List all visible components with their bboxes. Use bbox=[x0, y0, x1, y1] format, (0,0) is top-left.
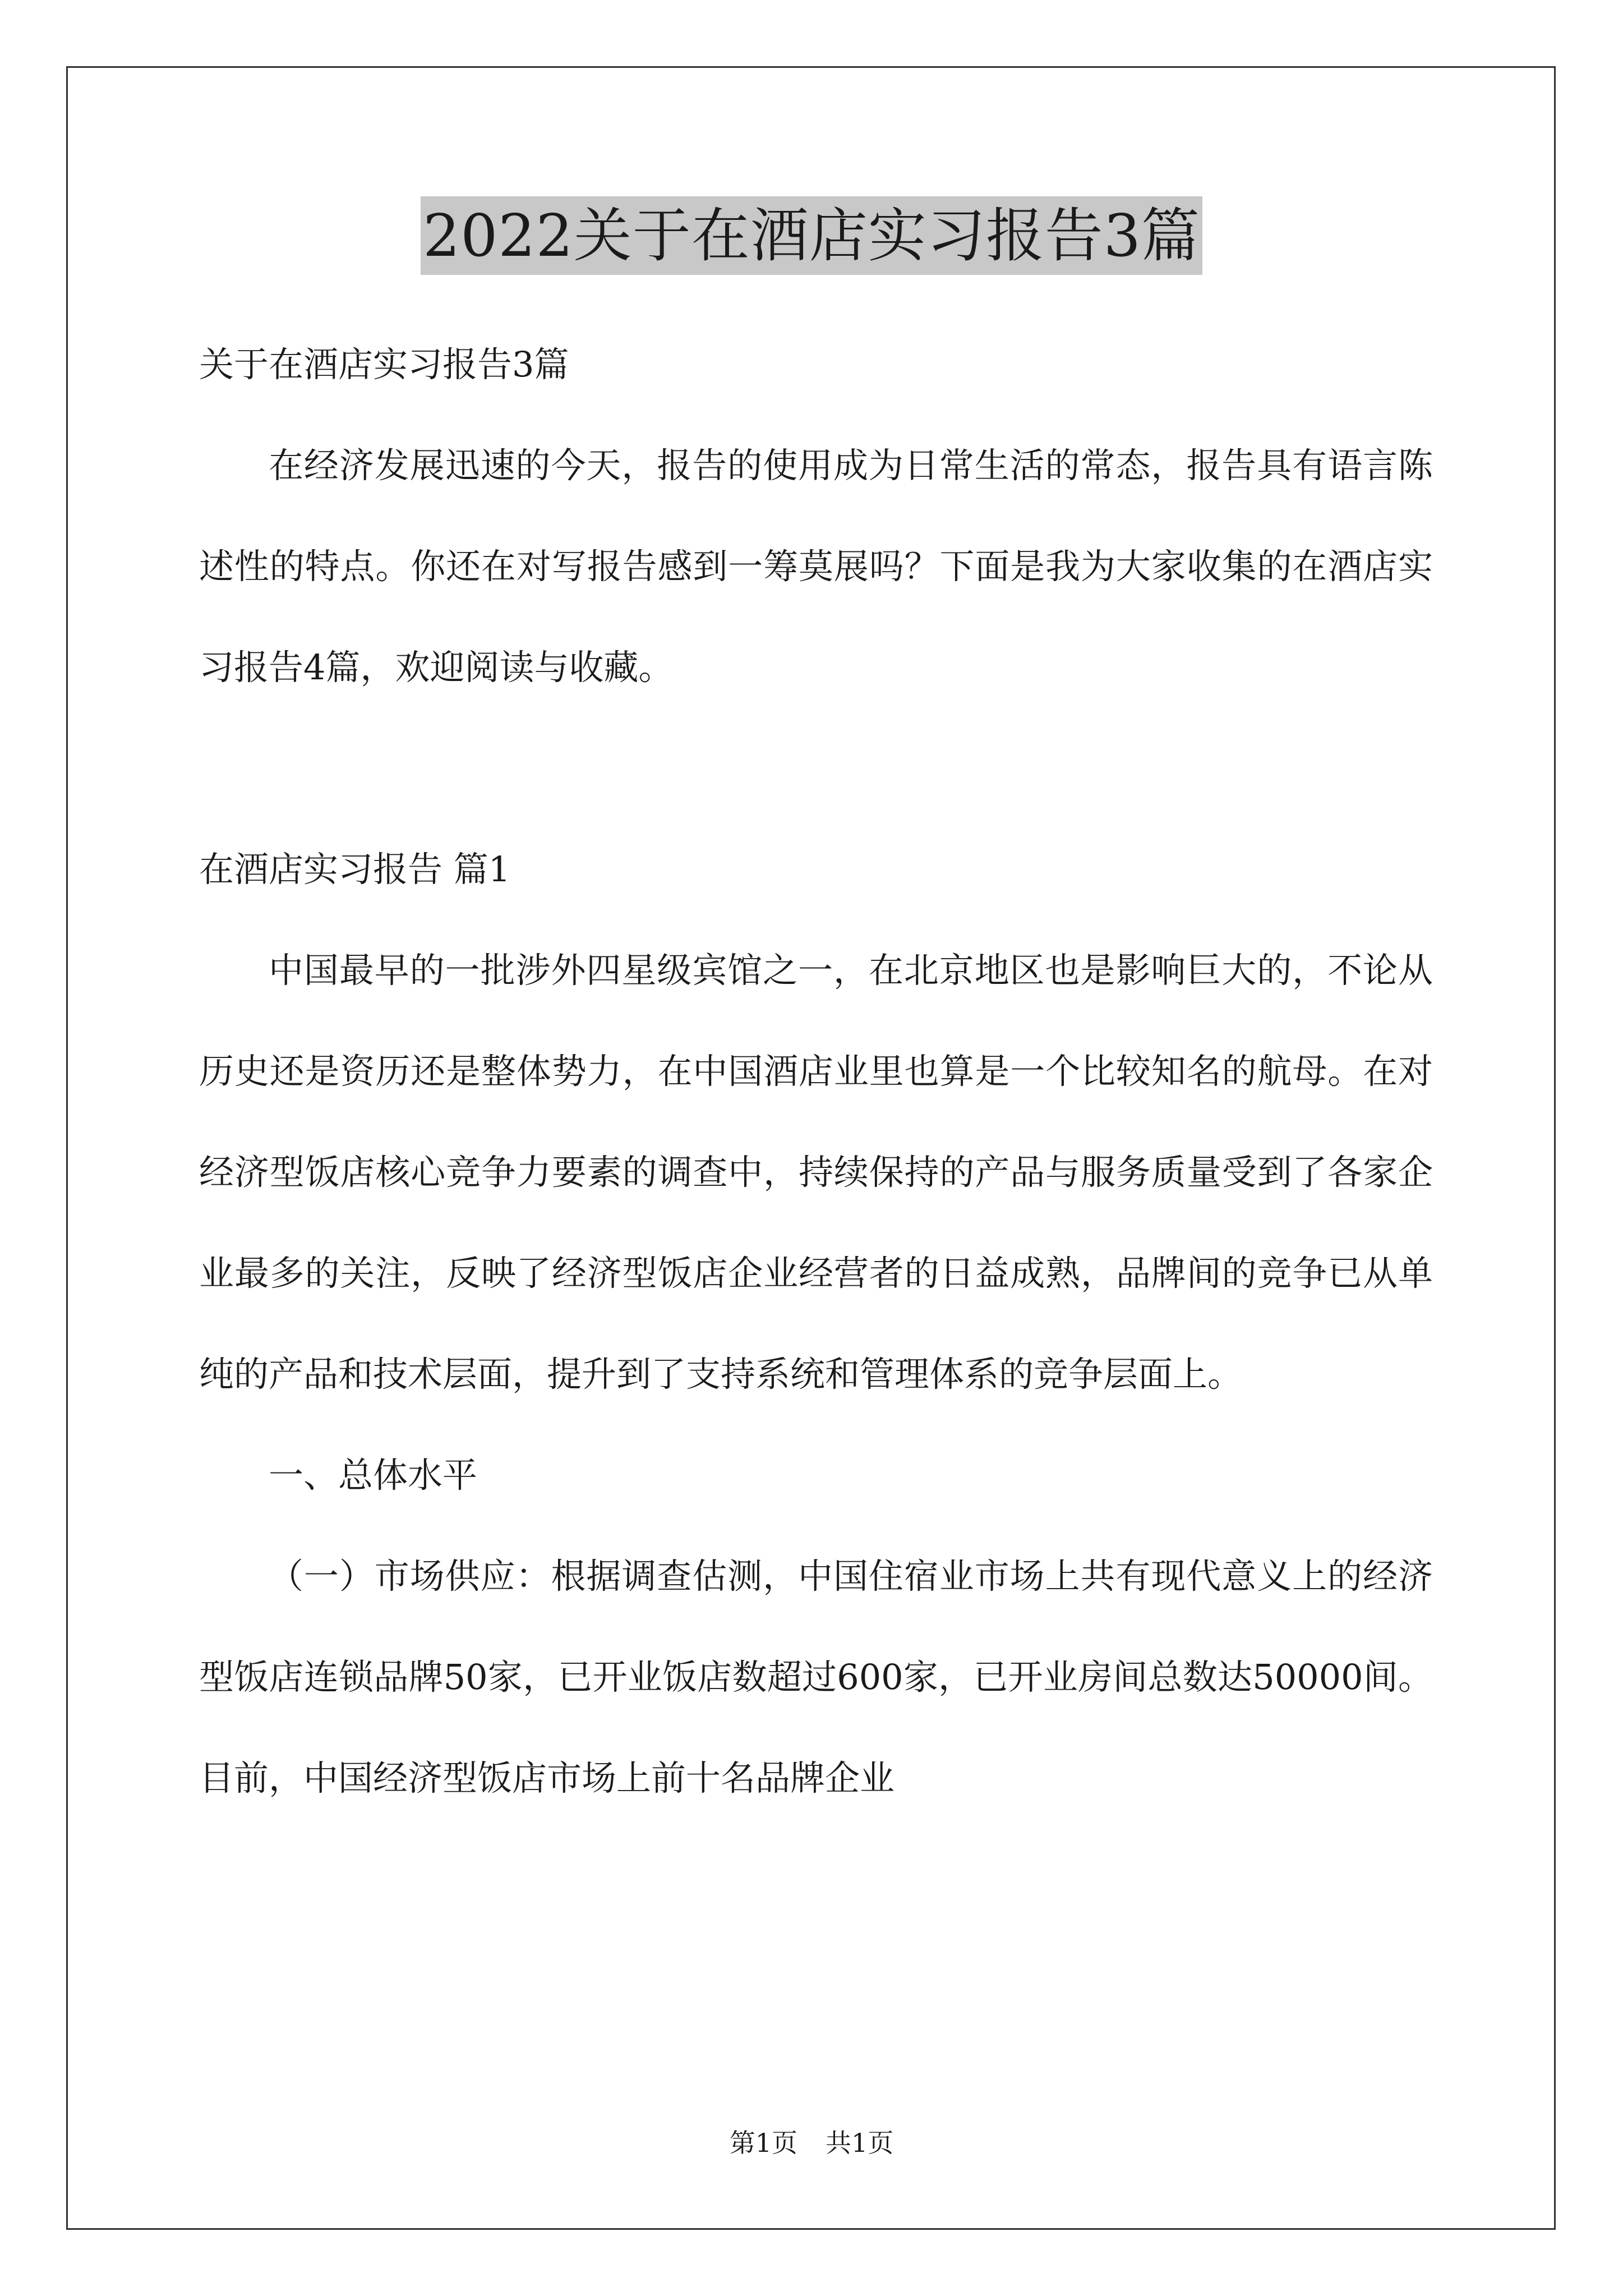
subsection-heading: 一、总体水平 bbox=[269, 1455, 478, 1496]
page-footer bbox=[0, 2126, 1623, 2160]
section-heading: 在酒店实习报告 篇1 bbox=[199, 849, 511, 890]
subtitle: 关于在酒店实习报告3篇 bbox=[199, 344, 569, 385]
title-container bbox=[0, 196, 1623, 275]
document-title: 2022关于在酒店实习报告3篇 bbox=[421, 196, 1202, 275]
page-number: 第1页 bbox=[729, 2128, 797, 2158]
body-paragraph: （一）市场供应：根据调查估测，中国住宿业市场上共有现代意义上的经济型饭店连锁品牌50家，已开业饭店数超过600家，已开业房间总数达50000间。目前，中国经济型饭店市场上前十名品牌企业 bbox=[199, 1556, 1433, 1798]
intro-paragraph: 在经济发展迅速的今天，报告的使用成为日常生活的常态，报告具有语言陈述性的特点。你还在对写报告感到一筹莫展吗？下面是我为大家收集的在酒店实习报告4篇，欢迎阅读与收藏。 bbox=[199, 445, 1433, 688]
body-paragraph: 中国最早的一批涉外四星级宾馆之一，在北京地区也是影响巨大的，不论从历史还是资历还是整体势力，在中国酒店业里也算是一个比较知名的航母。在对经济型饭店核心竞争力要素的调查中，持续保持的产品与服务质量受到了各家企业最多的关注，反映了经济型饭店企业经营者的日益成熟，品牌间的竞争已从单纯的产品和技术层面，提升到了支持系统和管理体系的竞争层面上。 bbox=[199, 950, 1433, 1395]
page-total: 共1页 bbox=[826, 2128, 894, 2158]
document-body bbox=[199, 314, 1433, 1829]
